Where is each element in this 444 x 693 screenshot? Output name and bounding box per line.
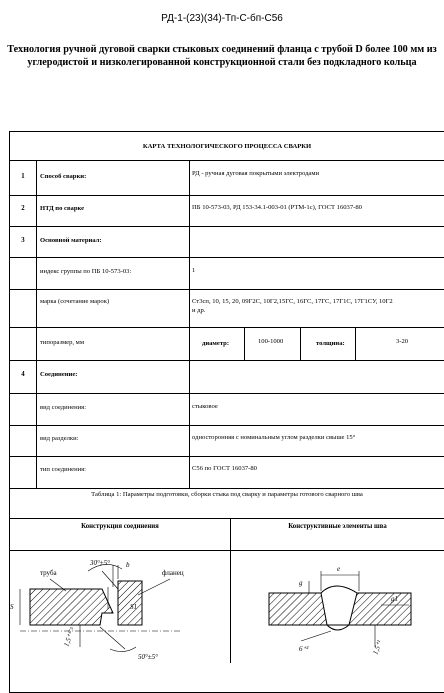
row-divider: [10, 226, 444, 227]
g1-label: g1: [391, 595, 398, 603]
weld-angle-label: 6⁺²: [299, 645, 309, 653]
bevel-kind-label: вид разделки:: [40, 435, 79, 442]
joint-kind-value: стыковое: [192, 403, 218, 410]
steel-grade-label: марка (сочетание марок): [40, 298, 110, 305]
joint-type-label: тип соединения:: [40, 466, 86, 473]
angle-top-label: 30°±5°: [90, 559, 110, 567]
diameter-label: диаметр:: [202, 340, 230, 347]
steel-grade-value: Ст3сп, 10, 15, 20, 09Г2С, 10Г2,15ГС, 16ГС, 17ГС, 17Г1С, 17Г1СУ, 10Г2: [192, 298, 393, 305]
gap-label: b: [126, 561, 130, 569]
base-material-label: Основной материал:: [40, 237, 102, 244]
joint-type-value: С56 по ГОСТ 16037-80: [192, 465, 257, 472]
group-index-label: индекс группы по ПБ 10-573-03:: [40, 268, 132, 275]
g-label: g: [299, 579, 303, 587]
row-number: 1: [21, 173, 25, 180]
ntd-label: НТД по сварке: [40, 205, 85, 212]
weld-elements-drawing: [231, 551, 444, 663]
document-code: РД-1-(23)(34)-Тп-С-бп-С56: [161, 13, 283, 24]
row-divider: [10, 289, 444, 290]
joint-label: Соединение:: [40, 371, 78, 378]
table-caption: Таблица 1: Параметры подготовки, сборки стыка под сварку и параметры готового сварного шва: [91, 491, 363, 498]
row-divider: [10, 327, 444, 328]
s-label: S: [10, 603, 14, 611]
size-label: типоразмер, мм: [40, 339, 85, 346]
flange-label: фланец: [162, 569, 184, 577]
row-divider: [10, 425, 444, 426]
row-divider: [10, 488, 444, 489]
welding-method-label: Способ сварки:: [40, 173, 87, 180]
e-label: e: [337, 565, 341, 573]
row-divider: [10, 518, 444, 519]
bevel-kind-value: односторонняя с номинальным углом разделки свыше 15°: [192, 434, 356, 441]
row-divider: [10, 160, 444, 161]
column-divider: [36, 160, 37, 488]
row-number: 4: [21, 371, 25, 378]
row-divider: [10, 393, 444, 394]
document-title: Технология ручной дуговой сварки стыковых соединений фланца с трубой D более 100 мм из углеродистой и низколегированной конструкционной стали без подкладного кольца: [7, 44, 437, 68]
row-divider: [10, 257, 444, 258]
group-index-value: 1: [192, 267, 196, 274]
column-divider: [355, 327, 356, 360]
column-header-weld-elements: Конструктивные элементы шва: [288, 523, 387, 530]
column-divider: [189, 160, 190, 488]
column-divider: [300, 327, 301, 360]
root-label: 1,5⁺¹: [371, 639, 384, 656]
ntd-value: ПБ 10-573-03, РД 153-34.1-003-01 (РТМ-1с), ГОСТ 16037-80: [192, 204, 362, 211]
column-header-construction: Конструкция соединения: [81, 523, 159, 530]
root-face-label: 1,5⁺⁰˙⁵: [62, 626, 77, 648]
s1-label: S1: [130, 603, 137, 611]
angle-bottom-label: 50°±5°: [138, 653, 158, 661]
welding-method-value: РД - ручная дуговая покрытыми электродами: [192, 170, 320, 177]
row-number: 3: [21, 237, 25, 244]
joint-kind-label: вид соединения:: [40, 404, 87, 411]
row-number: 2: [21, 205, 25, 212]
joint-construction-drawing: [10, 551, 230, 663]
thickness-label: толщина:: [316, 340, 345, 347]
column-divider: [244, 327, 245, 360]
row-divider: [10, 195, 444, 196]
thickness-value: 3-20: [396, 338, 409, 345]
card-title: КАРТА ТЕХНОЛОГИЧЕСКОГО ПРОЦЕССА СВАРКИ: [142, 142, 312, 150]
row-divider: [10, 456, 444, 457]
pipe-label: труба: [40, 569, 57, 577]
diameter-value: 100-1000: [258, 338, 284, 345]
steel-grade-value-cont: и др.: [192, 307, 206, 314]
row-divider: [10, 360, 444, 361]
